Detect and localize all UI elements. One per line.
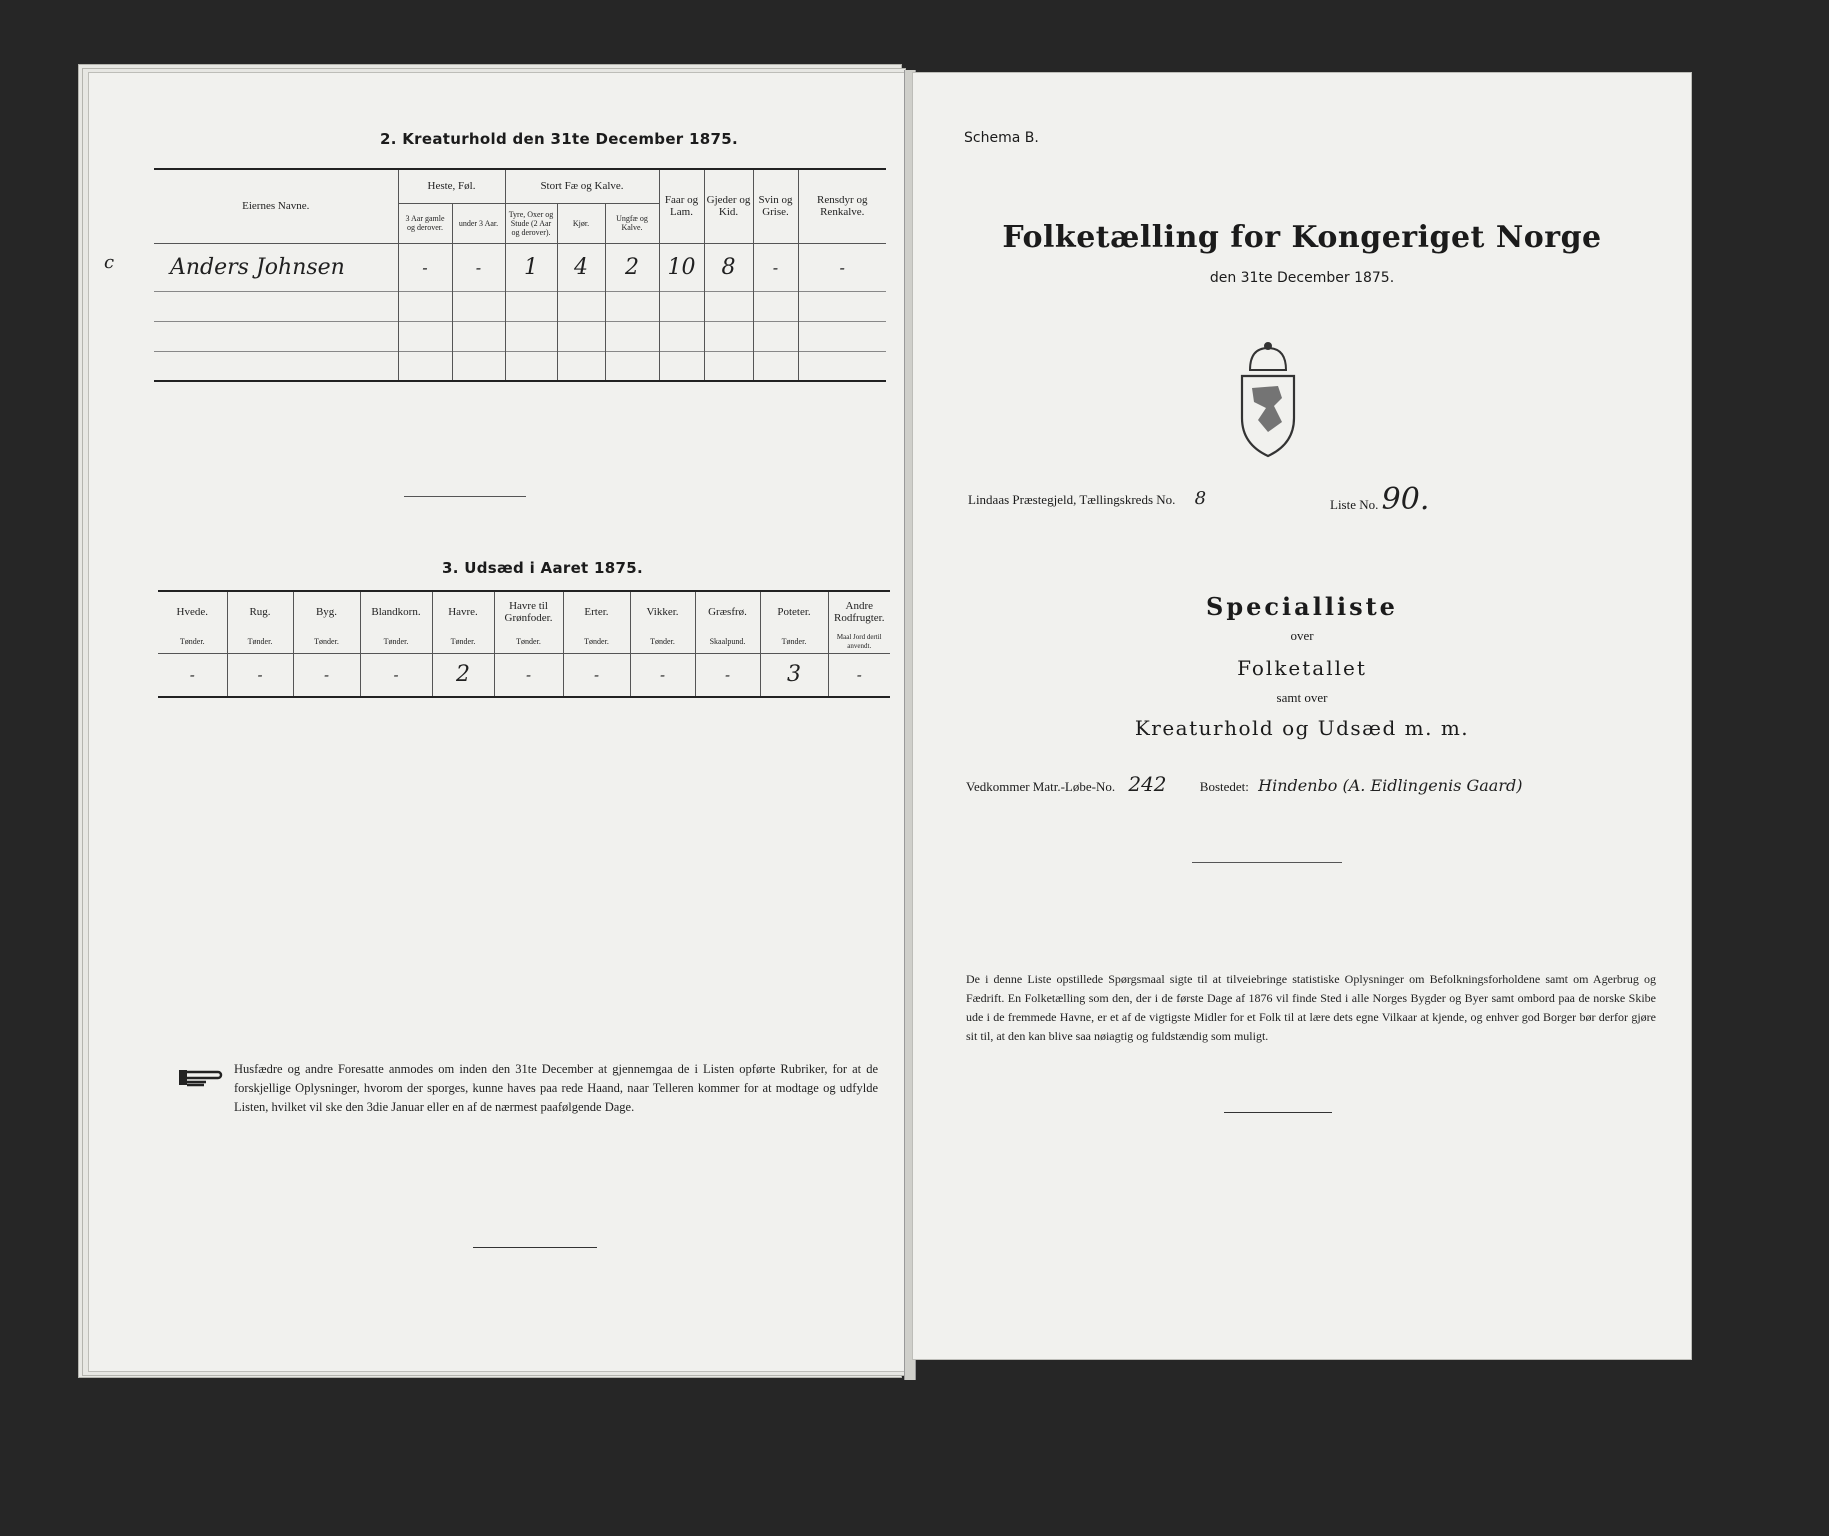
- table-row: [154, 351, 886, 381]
- district-number: 8: [1194, 488, 1207, 509]
- right-page: [912, 72, 1692, 1360]
- subtitle: den 31te December 1875.: [1209, 270, 1395, 286]
- pointing-hand-icon: [178, 1066, 224, 1088]
- pigs-value: -: [753, 243, 798, 291]
- table-row: [154, 243, 886, 291]
- reindeer-value: -: [798, 243, 886, 291]
- horses-group-header: Heste, Føl.: [398, 169, 505, 203]
- cows-value: 4: [557, 243, 605, 291]
- table-row: [154, 291, 886, 321]
- sow-header-vikker: Vikker.: [630, 591, 695, 631]
- main-title: Folketælling for Kongeriget Norge: [1002, 220, 1602, 255]
- sow-value: -: [293, 653, 360, 697]
- horse-old-value: -: [398, 243, 452, 291]
- sow-unit: Tønder.: [360, 631, 432, 653]
- sow-value: 2: [432, 653, 494, 697]
- sow-unit: Tønder.: [293, 631, 360, 653]
- sow-value: -: [227, 653, 293, 697]
- matr-number: 242: [1128, 772, 1167, 796]
- sheep-value: 10: [659, 243, 704, 291]
- sow-unit: Tønder.: [563, 631, 630, 653]
- sow-unit: Tønder.: [227, 631, 293, 653]
- sow-value: -: [494, 653, 563, 697]
- col-horse-old-header: 3 Aar gamle og derover.: [398, 203, 452, 243]
- col-young-header: Ungfæ og Kalve.: [605, 203, 659, 243]
- sow-value: -: [360, 653, 432, 697]
- sow-unit: Tønder.: [158, 631, 227, 653]
- folketallet-heading: Folketallet: [1237, 656, 1367, 680]
- col-horse-young-header: under 3 Aar.: [452, 203, 505, 243]
- section3-title: 3. Udsæd i Aaret 1875.: [442, 559, 643, 577]
- col-owner-header: Eiernes Navne.: [154, 169, 398, 243]
- sow-value: -: [563, 653, 630, 697]
- parish-line: [968, 488, 1206, 509]
- sow-header-poteter: Poteter.: [760, 591, 828, 631]
- col-pigs-header: Svin og Grise.: [753, 169, 798, 243]
- over-text: over: [1290, 628, 1314, 643]
- matr-label: Vedkommer Matr.-Løbe-No.: [966, 779, 1116, 794]
- section2-title: 2. Kreaturhold den 31te December 1875.: [380, 130, 738, 148]
- col-goats-header: Gjeder og Kid.: [704, 169, 753, 243]
- samt-over-text: samt over: [1276, 690, 1328, 705]
- schema-label: Schema B.: [964, 130, 1039, 146]
- sow-header-erter: Erter.: [563, 591, 630, 631]
- divider: [404, 496, 526, 497]
- bosted-value: Hindenbo (A. Eidlingenis Gaard): [1258, 776, 1523, 795]
- sowing-table: [158, 590, 890, 699]
- sow-header-gronfoder: Havre til Grønfoder.: [494, 591, 563, 631]
- bulls-value: 1: [505, 243, 557, 291]
- sow-unit: Maal Jord dertil anvendt.: [828, 631, 890, 653]
- sow-value: 3: [760, 653, 828, 697]
- young-value: 2: [605, 243, 659, 291]
- sow-value: -: [158, 653, 227, 697]
- matrikkel-line: [966, 772, 1522, 796]
- sow-value: -: [828, 653, 890, 697]
- owner-name: Anders Johnsen: [170, 254, 345, 280]
- bosted-label: Bostedet:: [1199, 779, 1249, 794]
- list-line: [1330, 482, 1429, 517]
- bottom-rule: [1224, 1112, 1332, 1113]
- coat-of-arms-icon: [1230, 340, 1306, 460]
- left-page: [88, 72, 906, 1372]
- col-bulls-header: Tyre, Oxer og Stude (2 Aar og derover).: [505, 203, 557, 243]
- parish-name: Lindaas: [968, 492, 1010, 507]
- sow-header-rug: Rug.: [227, 591, 293, 631]
- list-number: 90.: [1381, 482, 1430, 517]
- sow-value: -: [695, 653, 760, 697]
- list-label: Liste No.: [1330, 497, 1379, 512]
- sow-header-hvede: Hvede.: [158, 591, 227, 631]
- footnote: Husfædre og andre Foresatte anmodes om inden den 31te December at gjennemgaa de i Listen opførte Rubriker, for at de forskjellige Oplysninger, hvorom der sporges, kunne haves paa rede Haand, naar Telleren kommer for at modtage og udfylde Listen, hvilket vil ske den 3die Januar eller en af de nærmest paafølgende Dage.: [234, 1062, 878, 1114]
- specialliste-heading: Specialliste: [1206, 592, 1398, 621]
- sow-unit: Tønder.: [630, 631, 695, 653]
- divider: [1192, 862, 1342, 863]
- sow-header-byg: Byg.: [293, 591, 360, 631]
- horse-young-value: -: [452, 243, 505, 291]
- livestock-table: [104, 168, 886, 383]
- sow-header-graesfro: Græsfrø.: [695, 591, 760, 631]
- sow-unit: Skaalpund.: [695, 631, 760, 653]
- table-row: [158, 653, 890, 697]
- bottom-rule: [473, 1247, 597, 1248]
- col-sheep-header: Faar og Lam.: [659, 169, 704, 243]
- sow-header-rodfrugter: Andre Rodfrugter.: [828, 591, 890, 631]
- col-cows-header: Kjør.: [557, 203, 605, 243]
- sow-unit: Tønder.: [494, 631, 563, 653]
- table-row: [154, 321, 886, 351]
- goats-value: 8: [704, 243, 753, 291]
- sow-header-havre: Havre.: [432, 591, 494, 631]
- sow-unit: Tønder.: [760, 631, 828, 653]
- sow-header-blandkorn: Blandkorn.: [360, 591, 432, 631]
- row-mark: c: [104, 251, 115, 273]
- sow-unit: Tønder.: [432, 631, 494, 653]
- sow-value: -: [630, 653, 695, 697]
- parish-label: Præstegjeld, Tællingskreds No.: [1012, 492, 1176, 507]
- cattle-group-header: Stort Fæ og Kalve.: [505, 169, 659, 203]
- purpose-paragraph: De i denne Liste opstillede Spørgsmaal sigte til at tilveiebringe statistiske Oplysninger om Befolkningsforholdene samt om Agerbrug og Fædrift. En Folketælling som den, der i de første Dage af 1876 vil finde Sted i alle Norges Bygder og Byer samt ombord paa de norske Skibe ude i de fremmede Havne, er et af de vigtigste Midler for et Folk til at lære dets egne Vilkaar at kjende, og enhver god Borger bør derfor gjøre sit til, at den kan blive saa nøiagtig og fuldstændig som muligt.: [966, 972, 1656, 1043]
- col-reindeer-header: Rensdyr og Renkalve.: [798, 169, 886, 243]
- kreaturhold-heading: Kreaturhold og Udsæd m. m.: [1134, 716, 1470, 740]
